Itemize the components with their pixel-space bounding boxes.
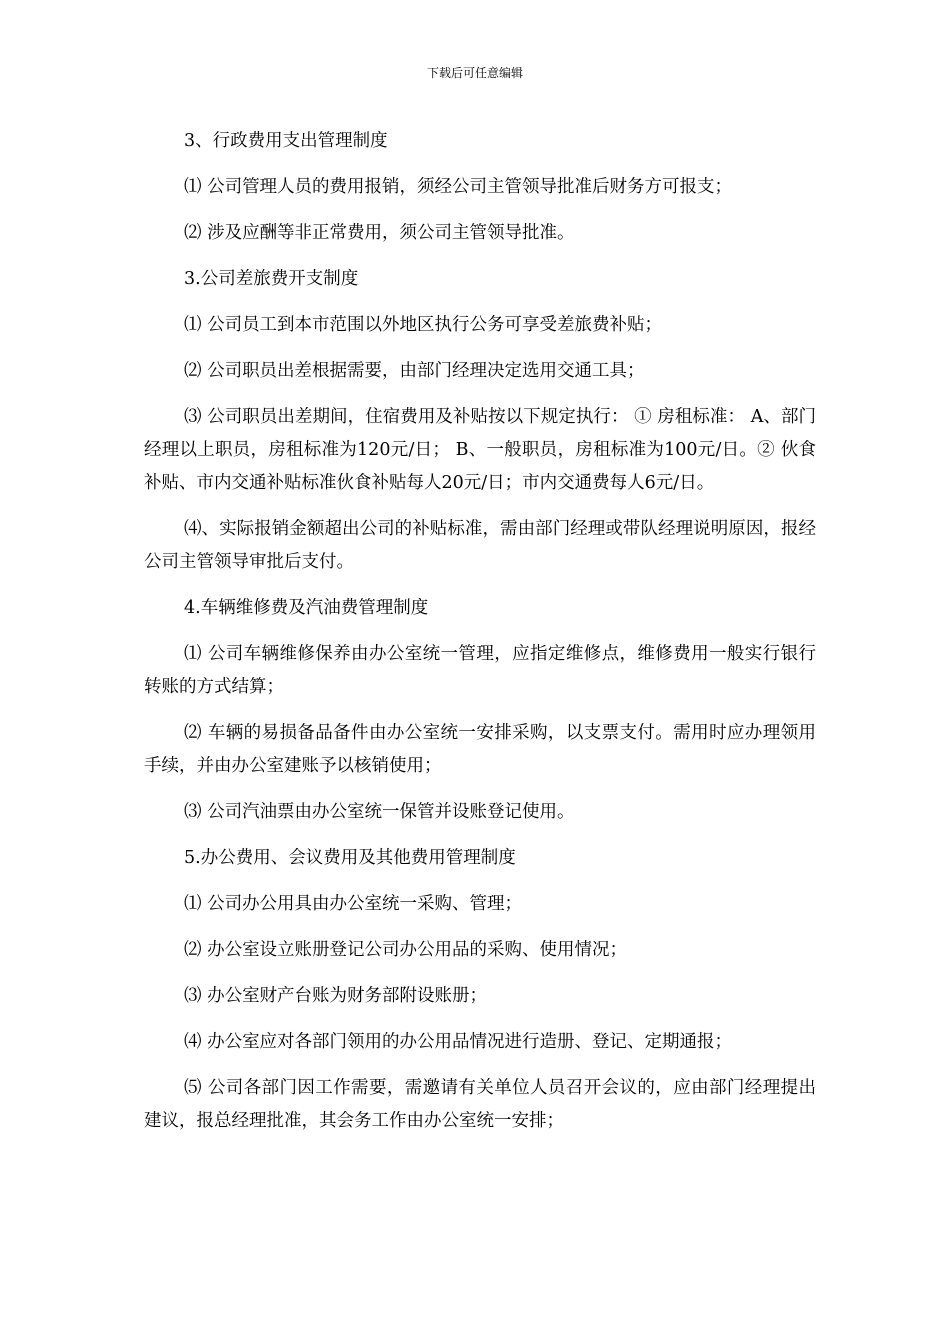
paragraph: ⑷ 办公室应对各部门领用的办公用品情况进行造册、登记、定期通报； — [184, 1032, 733, 1052]
paragraph: ⑶ 公司汽油票由办公室统一保管并设账登记使用。 — [184, 802, 575, 822]
paragraph: ⑷、实际报销金额超出公司的补贴标准，需由部门经理或带队经理说明原因，报经公司主管领导审批后支付。 — [144, 519, 816, 572]
paragraph: ⑶ 办公室财产台账为财务部附设账册； — [184, 986, 488, 1006]
section-heading-admin-expenses: 3、行政费用支出管理制度 — [184, 131, 388, 151]
section-heading-travel-expenses: 3.公司差旅费开支制度 — [184, 269, 359, 289]
paragraph: ⑵ 办公室设立账册登记公司办公用品的采购、使用情况； — [184, 940, 628, 960]
page-header: 下载后可任意编辑 — [426, 66, 523, 80]
document-body — [144, 125, 816, 1151]
paragraph: ⑸ 公司各部门因工作需要，需邀请有关单位人员召开会议的，应由部门经理提出建议，报总经理批准，其会务工作由办公室统一安排； — [144, 1078, 816, 1131]
paragraph: ⑵ 涉及应酬等非正常费用，须公司主管领导批准。 — [184, 223, 575, 243]
paragraph: ⑵ 车辆的易损备品备件由办公室统一安排采购，以支票支付。需用时应办理领用手续，并由办公室建账予以核销使用； — [144, 723, 816, 776]
paragraph: ⑵ 公司职员出差根据需要，由部门经理决定选用交通工具； — [184, 361, 645, 381]
section-heading-office-expenses: 5.办公费用、会议费用及其他费用管理制度 — [184, 848, 516, 868]
section-heading-vehicle-expenses: 4.车辆维修费及汽油费管理制度 — [184, 598, 429, 618]
paragraph: ⑴ 公司办公用具由办公室统一采购、管理； — [184, 894, 523, 914]
paragraph: ⑴ 公司管理人员的费用报销，须经公司主管领导批准后财务方可报支； — [184, 177, 733, 197]
paragraph: ⑶ 公司职员出差期间，住宿费用及补贴按以下规定执行： ① 房租标准： A、部门经理以上职员，房租标准为120元/日； B、一般职员，房租标准为100元/日。② 伙食补贴、市内交通补贴标准伙食补贴每人20元/日；市内交通费每人6元/日。 — [144, 407, 816, 493]
paragraph: ⑴ 公司员工到本市范围以外地区执行公务可享受差旅费补贴； — [184, 315, 663, 335]
paragraph: ⑴ 公司车辆维修保养由办公室统一管理，应指定维修点，维修费用一般实行银行转账的方式结算； — [144, 644, 816, 697]
